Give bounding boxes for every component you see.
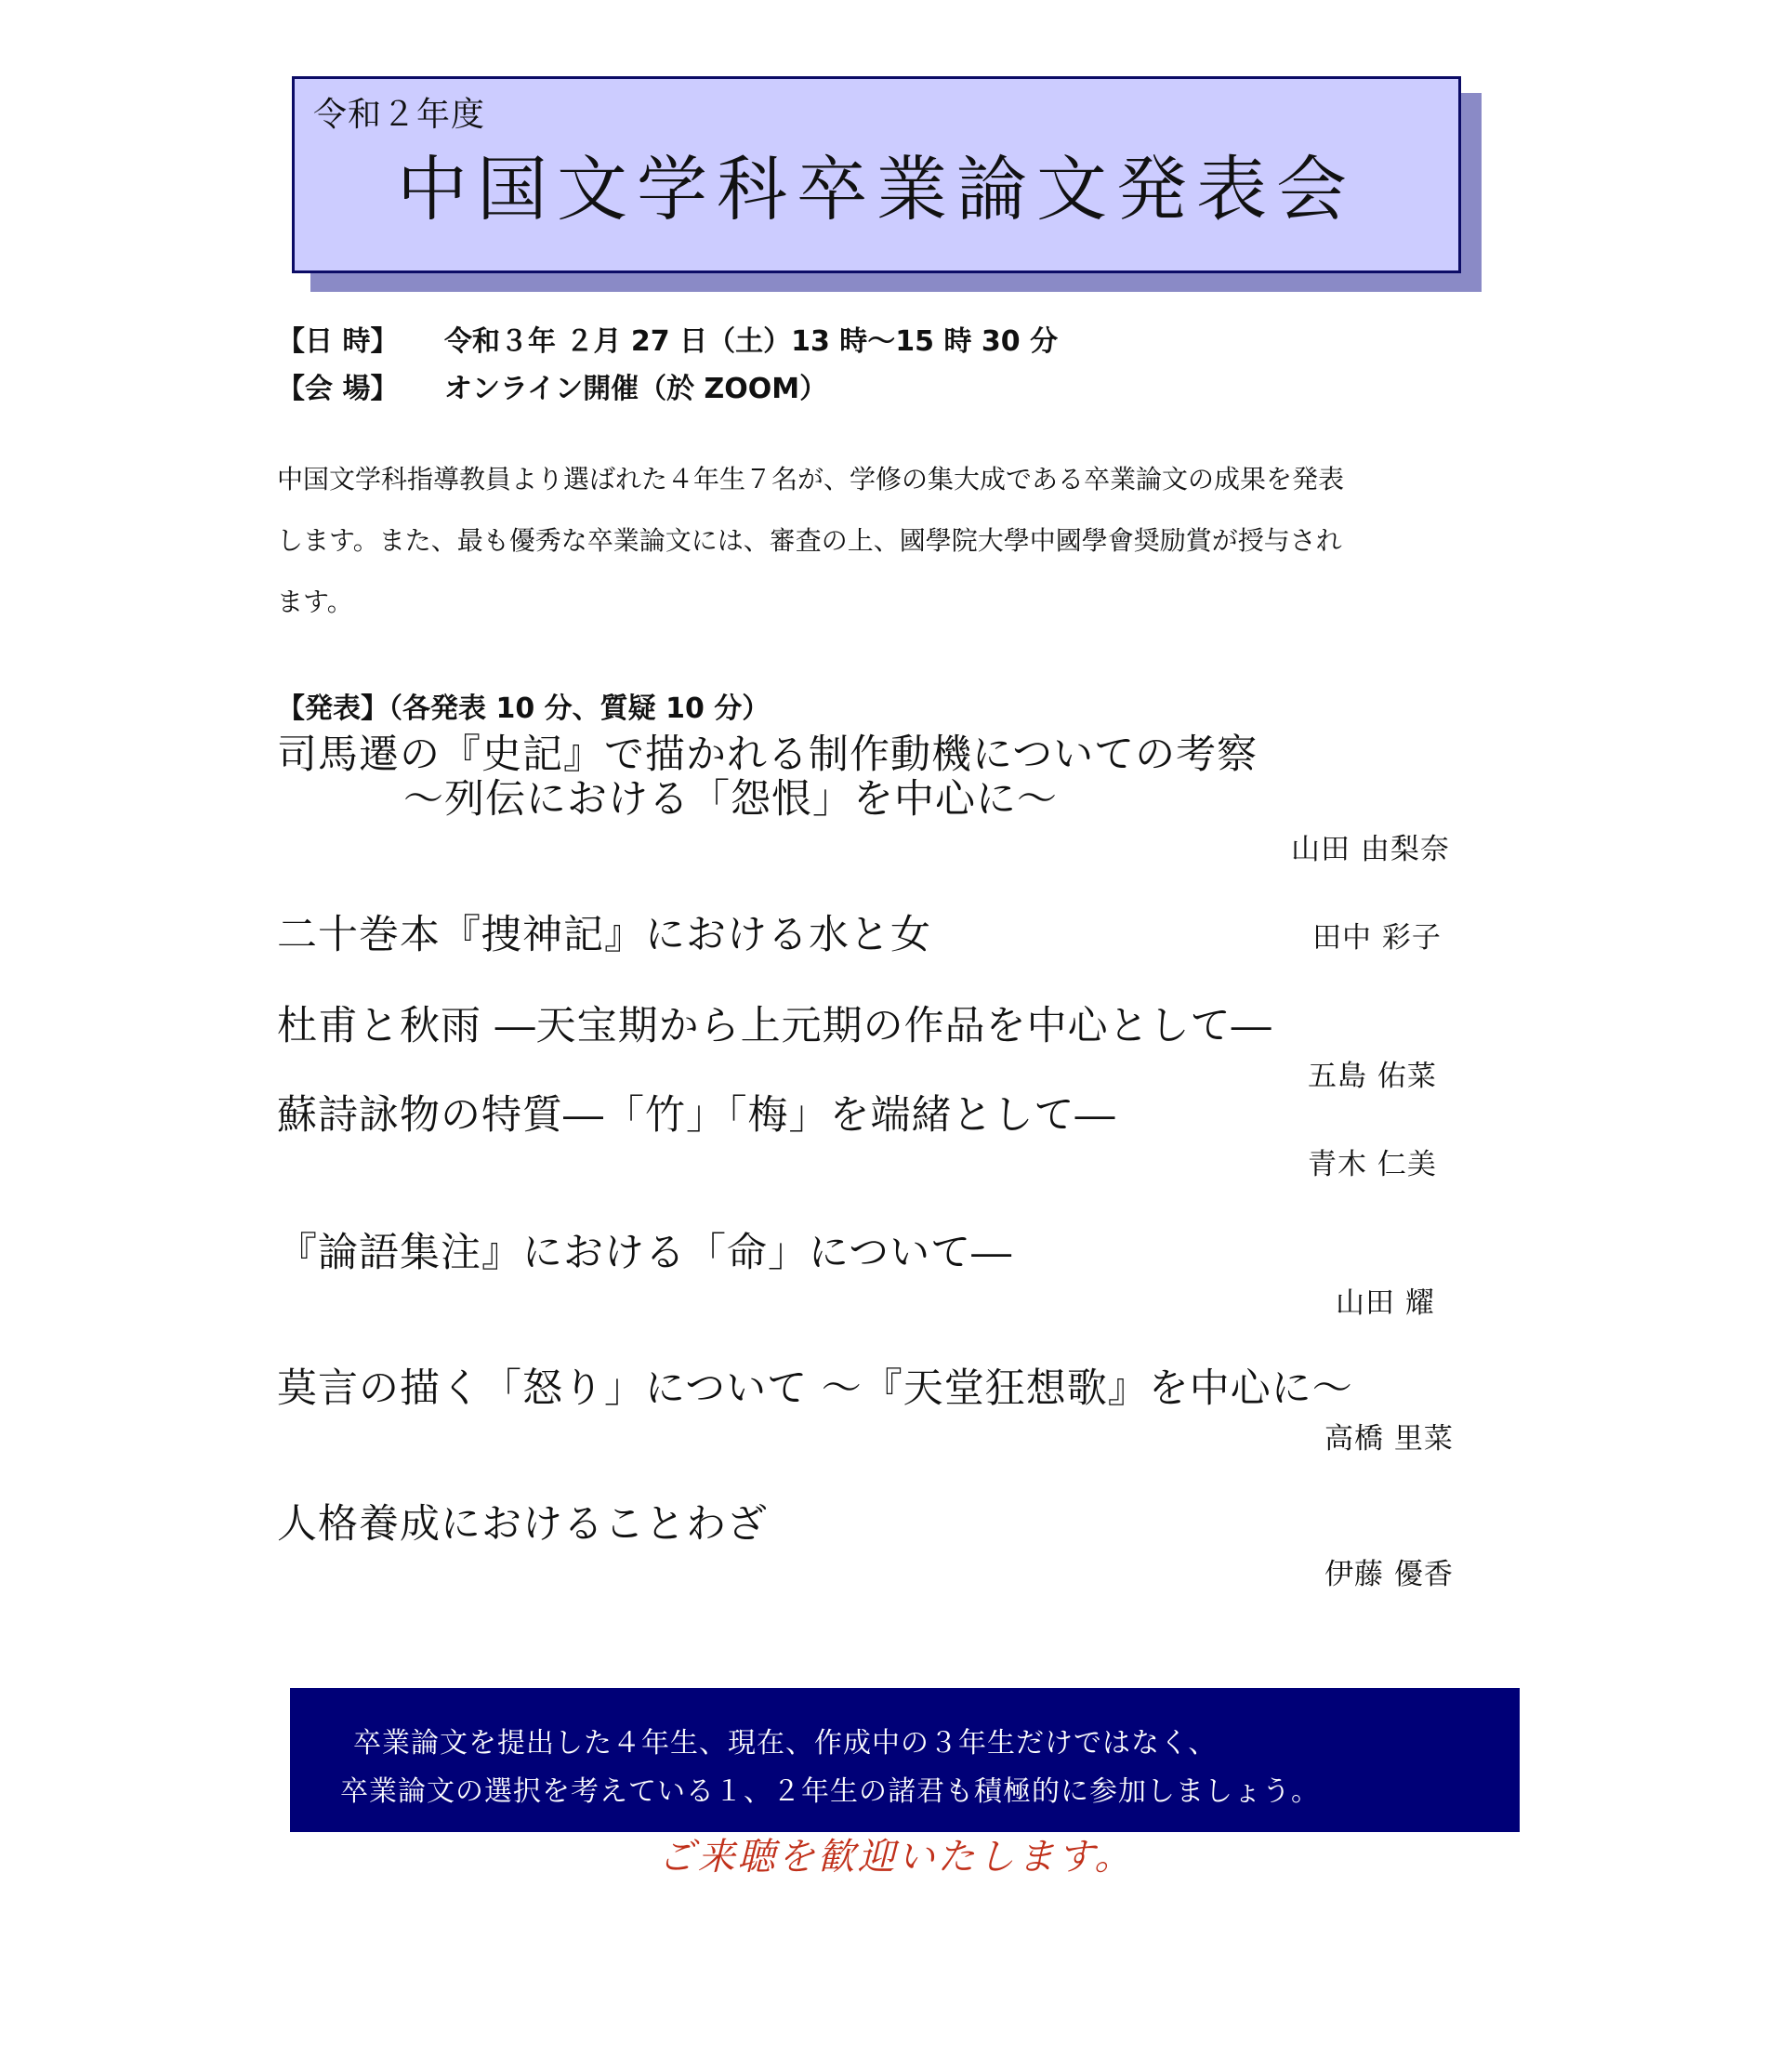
intro-line: ます。	[277, 587, 353, 617]
talk-title: 蘇詩詠物の特質―「竹」「梅」を端緒として―	[277, 1092, 1116, 1139]
talk-title: 人格養成におけることわざ	[277, 1501, 768, 1548]
presenter-name: 青木 仁美	[1308, 1148, 1437, 1181]
presenter-name: 山田 由梨奈	[1291, 833, 1450, 866]
datetime-row	[277, 318, 1058, 359]
presenter-name: 伊藤 優香	[1324, 1558, 1454, 1591]
talk-title: 杜甫と秋雨 ―天宝期から上元期の作品を中心として―	[277, 1003, 1272, 1049]
header-year: 令和２年度	[313, 96, 486, 134]
footer-box	[290, 1688, 1520, 1832]
talk-title: 莫言の描く「怒り」について ～『天堂狂想歌』を中心に～	[277, 1365, 1353, 1412]
presentations-heading: 【発表】（各発表 10 分、質疑 10 分）	[277, 692, 771, 725]
datetime-value: 令和３年 ２月 27 日（土）13 時～15 時 30 分	[444, 325, 1059, 358]
venue-value: オンライン開催（於 ZOOM）	[444, 373, 828, 405]
presenter-name: 五島 佑菜	[1308, 1060, 1437, 1093]
talk-title: 二十巻本『捜神記』における水と女	[277, 912, 931, 958]
footer-line: 卒業論文の選択を考えている１、２年生の諸君も積極的に参加しましょう。	[340, 1775, 1320, 1808]
footer-line: 卒業論文を提出した４年生、現在、作成中の３年生だけではなく、	[353, 1727, 1218, 1760]
presenter-name: 山田 耀	[1336, 1286, 1435, 1320]
presenter-name: 田中 彩子	[1312, 921, 1442, 955]
datetime-label: 【日 時】	[277, 325, 399, 358]
intro-line: 中国文学科指導教員より選ばれた４年生７名が、学修の集大成である卒業論文の成果を発表	[277, 464, 1345, 494]
venue-label: 【会 場】	[277, 373, 399, 405]
talk-title: 『論語集注』における「命」について―	[277, 1230, 1013, 1276]
welcome-message: ご来聴を歓迎いたします。	[657, 1836, 1135, 1879]
page-title: 中国文学科卒業論文発表会	[397, 148, 1356, 231]
presenter-name: 高橋 里菜	[1324, 1422, 1454, 1456]
intro-line: します。また、最も優秀な卒業論文には、審査の上、國學院大學中國學會奨励賞が授与され	[277, 525, 1342, 556]
talk-subtitle: ～列伝における「怨恨」を中心に～	[403, 776, 1058, 823]
venue-row	[277, 365, 827, 406]
talk-title: 司馬遷の『史記』で描かれる制作動機についての考察	[277, 732, 1258, 778]
header-box	[292, 76, 1461, 273]
